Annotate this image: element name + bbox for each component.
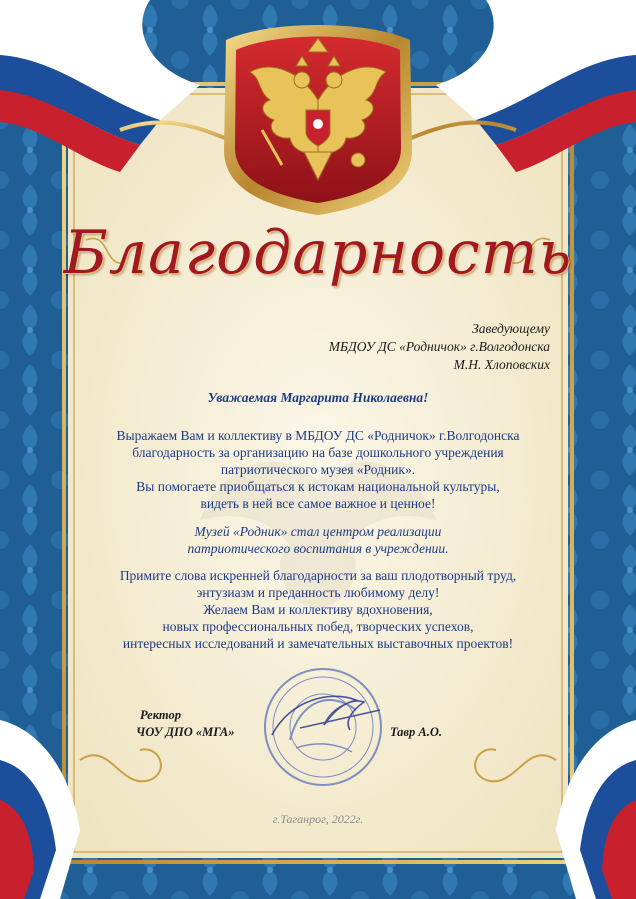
paragraph-1-line: патриотического музея «Родник». bbox=[220, 462, 416, 477]
paragraph-2-line: новых профессиональных побед, творческих успехов, bbox=[162, 619, 474, 634]
paragraph-2-line: Примите слова искренней благодарности за ваш плодотворный труд, bbox=[119, 568, 517, 583]
paragraph-1-line: Вы помогаете приобщаться к истокам национальной культуры, bbox=[136, 479, 500, 494]
certificate-title: Благодарность bbox=[63, 218, 573, 288]
museum-note-line: патриотического воспитания в учреждении. bbox=[187, 541, 449, 556]
museum-note bbox=[60, 523, 576, 557]
signer-name: Тавр А.О. bbox=[390, 725, 443, 739]
signer-position: Ректор bbox=[140, 708, 181, 722]
coat-of-arms-icon bbox=[224, 25, 412, 215]
paragraph-1-line: благодарность за организацию на базе дошкольного учреждения bbox=[132, 445, 504, 460]
signer-organization: ЧОУ ДПО «МГА» bbox=[136, 725, 235, 739]
museum-note-line: Музей «Родник» стал центром реализации bbox=[194, 524, 442, 539]
greeting: Уважаемая Маргарита Николаевна! bbox=[207, 390, 429, 405]
paragraph-1-line: видеть в ней все самое важное и ценное! bbox=[200, 496, 436, 511]
recipient-line-3: М.Н. Хлоповских bbox=[453, 357, 550, 372]
recipient-block bbox=[329, 320, 550, 374]
recipient-line-1: Заведующему bbox=[472, 321, 550, 336]
paragraph-2-line: Желаем Вам и коллективу вдохновения, bbox=[203, 602, 433, 617]
paragraph-2-line: энтузиазм и преданность любимому делу! bbox=[196, 585, 440, 600]
paragraph-1 bbox=[60, 427, 576, 512]
recipient-line-2: МБДОУ ДС «Родничок» г.Волгодонска bbox=[328, 339, 550, 354]
paragraph-1-line: Выражаем Вам и коллективу в МБДОУ ДС «Родничок» г.Волгодонска bbox=[116, 428, 520, 443]
paragraph-2-line: интересных исследований и замечательных выставочных проектов! bbox=[122, 636, 514, 651]
place-date: г.Таганрог, 2022г. bbox=[272, 812, 364, 826]
paragraph-2 bbox=[60, 567, 576, 652]
